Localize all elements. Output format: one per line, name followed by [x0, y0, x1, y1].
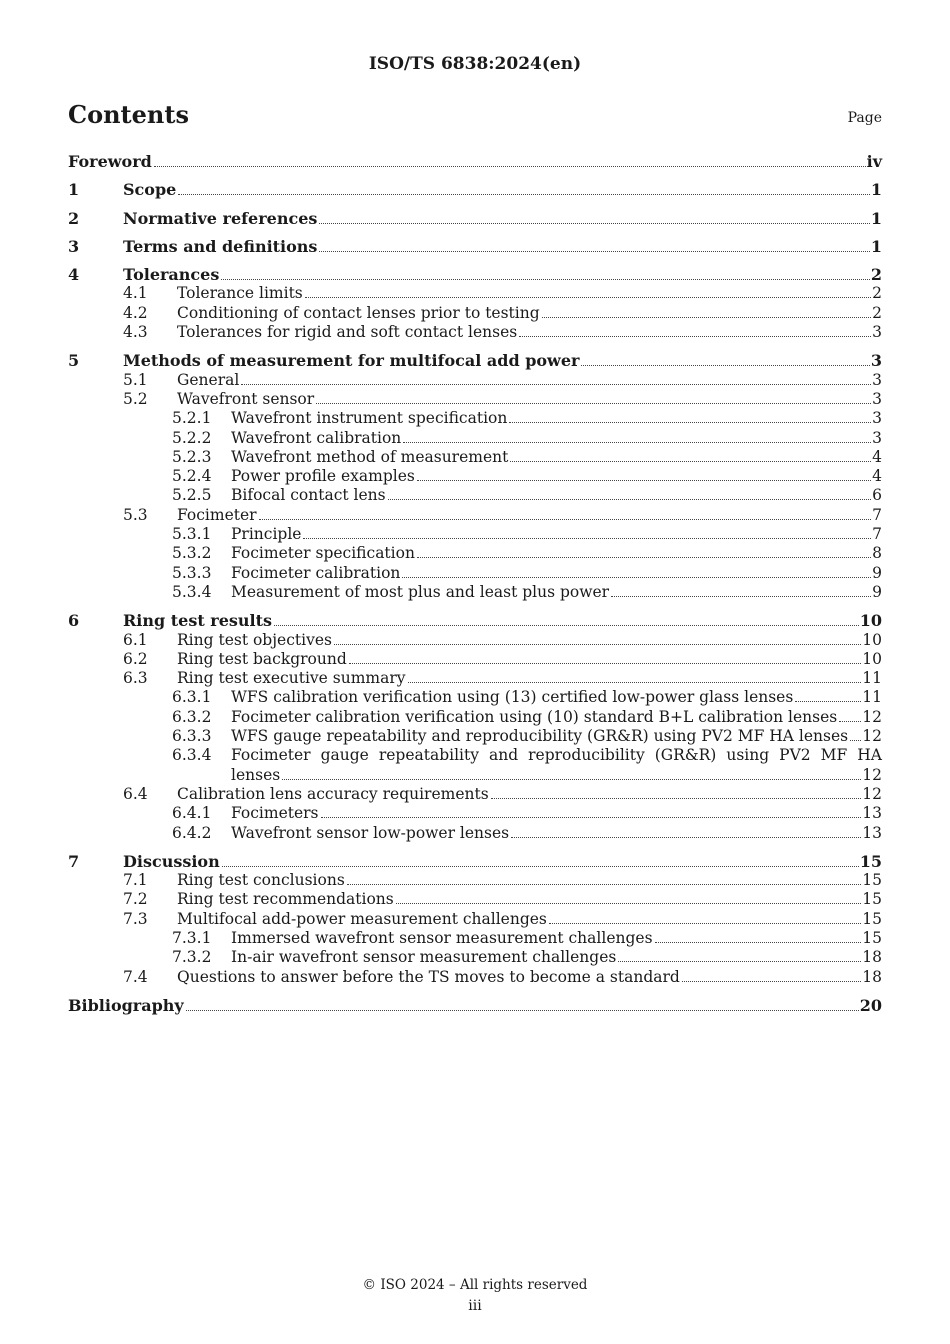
toc-entry-title: Immersed wavefront sensor measurement challenges	[231, 928, 653, 947]
dot-leader	[319, 251, 869, 252]
dot-leader	[154, 166, 866, 167]
table-of-contents	[68, 152, 882, 1015]
toc-entry[interactable]	[68, 631, 882, 650]
toc-entry-number: 5.3.3	[172, 563, 212, 582]
toc-entry[interactable]	[68, 448, 882, 467]
toc-entry-number: 5.3.2	[172, 544, 212, 563]
toc-entry-number: 7.3.2	[172, 948, 212, 967]
toc-entry-number: 7.2	[123, 890, 148, 909]
toc-entry-title: Focimeter calibration verification using (10) standard B+L calibration lenses	[231, 707, 838, 726]
toc-entry-page: 7	[872, 505, 882, 524]
toc-entry-title: Calibration lens accuracy requirements	[177, 784, 489, 803]
toc-entry-page: 3	[872, 409, 882, 428]
toc-entry[interactable]	[68, 525, 882, 544]
toc-entry-page: 10	[862, 649, 882, 668]
toc-entry-number: 7.1	[123, 871, 148, 890]
toc-entry-number: 2	[68, 208, 80, 228]
toc-entry[interactable]	[68, 371, 882, 390]
dot-leader	[682, 981, 861, 982]
toc-entry[interactable]	[68, 688, 882, 707]
toc-entry[interactable]	[68, 650, 882, 669]
toc-entry-title: Focimeter calibration	[231, 563, 401, 582]
dot-leader	[402, 577, 871, 578]
toc-entry-title: WFS calibration verification using (13) certified low-power glass lenses	[231, 688, 794, 707]
toc-entry[interactable]	[68, 890, 882, 909]
toc-entry-number: 6.3.3	[172, 727, 212, 746]
dot-leader	[321, 817, 862, 818]
toc-entry[interactable]	[68, 564, 882, 583]
dot-leader	[491, 798, 862, 799]
toc-entry[interactable]	[68, 209, 882, 228]
toc-entry-title: Foreword	[68, 152, 152, 171]
toc-entry-title: Focimeter gauge repeatability and reproducibility (GR&R) using PV2 MF HA	[231, 746, 882, 765]
toc-entry-number: 5.3	[123, 505, 148, 524]
toc-entry-number: 6.4	[123, 784, 148, 803]
page-number: iii	[468, 1298, 482, 1314]
toc-entry-title: Methods of measurement for multifocal add power	[123, 351, 580, 371]
toc-entry[interactable]	[68, 929, 882, 948]
toc-entry-number: 5.3.1	[172, 525, 212, 544]
toc-entry-title: Multifocal add-power measurement challenges	[177, 909, 547, 928]
toc-entry-page: 7	[872, 525, 882, 544]
toc-entry[interactable]	[68, 486, 882, 505]
toc-entry-number: 4.3	[123, 323, 148, 342]
dot-leader	[178, 194, 870, 195]
dot-leader	[186, 1010, 859, 1011]
toc-entry[interactable]	[68, 746, 882, 785]
toc-entry-number: 5.2.1	[172, 409, 212, 428]
contents-title: Contents	[68, 100, 189, 129]
toc-entry[interactable]	[68, 785, 882, 804]
dot-leader	[795, 701, 861, 702]
dot-leader	[303, 538, 871, 539]
toc-entry-title: Wavefront calibration	[231, 428, 402, 447]
dot-leader	[417, 557, 871, 558]
dot-leader	[241, 384, 871, 385]
toc-entry-title: Principle	[231, 525, 302, 544]
toc-entry-number: 1	[68, 180, 80, 200]
toc-entry-title: Ring test results	[123, 611, 273, 631]
toc-entry-page: 9	[872, 563, 882, 582]
toc-entry[interactable]	[68, 304, 882, 323]
toc-entry-page: 15	[862, 871, 882, 890]
toc-entry[interactable]	[68, 467, 882, 486]
dot-leader	[274, 625, 859, 626]
toc-entry-title: Normative references	[123, 208, 318, 228]
toc-entry-page: 15	[862, 890, 882, 909]
toc-entry[interactable]	[68, 996, 882, 1015]
dot-leader	[510, 461, 871, 462]
dot-leader	[388, 499, 872, 500]
toc-entry-number: 6.3.4	[172, 746, 212, 765]
toc-entry-title: Questions to answer before the TS moves to become a standard	[177, 967, 680, 986]
toc-entry-page: 2	[872, 303, 882, 322]
toc-entry-page: 3	[872, 428, 882, 447]
dot-leader	[347, 884, 861, 885]
toc-entry-page: 1	[870, 180, 882, 200]
toc-entry-page: 15	[862, 928, 882, 947]
toc-entry[interactable]	[68, 852, 882, 871]
toc-entry[interactable]	[68, 727, 882, 746]
toc-entry[interactable]	[68, 180, 882, 199]
dot-leader	[655, 942, 862, 943]
dot-leader	[850, 740, 861, 741]
toc-entry-page: 18	[862, 967, 882, 986]
toc-entry-page: 11	[862, 669, 882, 688]
toc-entry-number: 7.3.1	[172, 928, 212, 947]
toc-entry-number: 5.1	[123, 370, 148, 389]
toc-entry-page: 4	[872, 447, 882, 466]
toc-entry-page: 18	[862, 948, 882, 967]
toc-entry[interactable]	[68, 323, 882, 342]
toc-entry-page: iv	[866, 152, 882, 171]
toc-entry-number: 6	[68, 611, 80, 631]
toc-entry[interactable]	[68, 506, 882, 525]
toc-entry[interactable]	[68, 409, 882, 428]
dot-leader	[396, 903, 862, 904]
toc-entry-title: Wavefront instrument specification	[231, 409, 508, 428]
toc-entry[interactable]	[68, 910, 882, 929]
toc-entry-title: Ring test recommendations	[177, 890, 394, 909]
toc-entry-title: Ring test objectives	[177, 630, 332, 649]
toc-entry-title: Wavefront sensor	[177, 389, 315, 408]
toc-entry-title: Wavefront method of measurement	[231, 447, 509, 466]
dot-leader	[581, 365, 869, 366]
toc-entry-title-continued: lenses	[231, 765, 281, 784]
toc-entry[interactable]	[68, 708, 882, 727]
dot-leader	[511, 837, 861, 838]
toc-entry-title: Wavefront sensor low-power lenses	[231, 823, 510, 842]
toc-entry-number: 7.4	[123, 967, 148, 986]
toc-entry-number: 6.2	[123, 649, 148, 668]
toc-entry[interactable]	[68, 611, 882, 630]
toc-entry-page: 3	[872, 370, 882, 389]
toc-entry-page: 13	[862, 823, 882, 842]
toc-entry-page: 1	[870, 208, 882, 228]
toc-entry-page: 15	[862, 909, 882, 928]
toc-entry-title: Scope	[123, 180, 177, 200]
copyright-notice: © ISO 2024 – All rights reserved	[362, 1277, 588, 1293]
toc-entry-number: 5	[68, 351, 80, 371]
toc-entry-page: 12	[862, 727, 882, 746]
toc-entry-page: 4	[872, 467, 882, 486]
toc-entry-page: 8	[872, 544, 882, 563]
dot-leader	[611, 596, 871, 597]
toc-entry[interactable]	[68, 968, 882, 987]
toc-entry-title: Measurement of most plus and least plus power	[231, 582, 610, 601]
toc-entry-number: 4.1	[123, 284, 148, 303]
toc-entry[interactable]	[68, 284, 882, 303]
toc-entry-title: Discussion	[123, 851, 220, 871]
toc-entry-page: 10	[862, 630, 882, 649]
toc-entry[interactable]	[68, 237, 882, 256]
toc-entry-number: 3	[68, 236, 80, 256]
toc-entry-page: 10	[859, 611, 882, 631]
toc-entry[interactable]	[68, 152, 882, 171]
toc-entry-page: 2	[872, 284, 882, 303]
dot-leader	[408, 682, 862, 683]
toc-entry-number: 5.3.4	[172, 582, 212, 601]
toc-entry-number: 6.3.1	[172, 688, 212, 707]
dot-leader	[839, 721, 861, 722]
dot-leader	[319, 223, 869, 224]
dot-leader	[519, 336, 871, 337]
toc-entry-title: Bibliography	[68, 995, 184, 1015]
toc-entry-number: 5.2.5	[172, 486, 212, 505]
toc-entry[interactable]	[68, 948, 882, 967]
dot-leader	[259, 519, 872, 520]
toc-entry-number: 5.2.4	[172, 467, 212, 486]
toc-entry-page: 3	[870, 351, 882, 371]
toc-entry[interactable]	[68, 583, 882, 602]
toc-entry-title: In-air wavefront sensor measurement challenges	[231, 948, 617, 967]
toc-entry[interactable]	[68, 669, 882, 688]
toc-entry-number: 4.2	[123, 303, 148, 322]
toc-entry-title: Tolerance limits	[177, 284, 303, 303]
toc-entry-page: 11	[862, 688, 882, 707]
toc-entry-page: 12	[862, 765, 882, 784]
dot-leader	[305, 297, 871, 298]
dot-leader	[349, 663, 862, 664]
dot-leader	[417, 480, 871, 481]
toc-entry-number: 5.2.2	[172, 428, 212, 447]
toc-entry-number: 6.4.1	[172, 804, 212, 823]
toc-entry-title: Focimeter specification	[231, 544, 415, 563]
page-column-label: Page	[847, 110, 882, 126]
toc-entry-number: 4	[68, 265, 80, 285]
toc-entry[interactable]	[68, 824, 882, 843]
dot-leader	[334, 644, 861, 645]
toc-entry-page: 12	[862, 707, 882, 726]
toc-entry[interactable]	[68, 265, 882, 284]
toc-entry-number: 7	[68, 851, 80, 871]
dot-leader	[618, 961, 861, 962]
toc-entry[interactable]	[68, 871, 882, 890]
toc-entry-page: 13	[862, 804, 882, 823]
toc-entry[interactable]	[68, 390, 882, 409]
toc-entry-number: 5.2	[123, 389, 148, 408]
toc-entry-title: Tolerances	[123, 265, 220, 285]
dot-leader	[509, 422, 871, 423]
toc-entry-page: 3	[872, 389, 882, 408]
toc-entry-number: 6.3.2	[172, 707, 212, 726]
toc-entry-title: Ring test conclusions	[177, 871, 345, 890]
dot-leader	[542, 317, 871, 318]
toc-entry-title: Ring test executive summary	[177, 669, 406, 688]
toc-entry-page: 20	[859, 995, 882, 1015]
toc-entry-number: 6.4.2	[172, 823, 212, 842]
toc-entry[interactable]	[68, 544, 882, 563]
toc-entry-title: Power profile examples	[231, 467, 415, 486]
toc-entry-title: Focimeter	[177, 505, 257, 524]
toc-entry-title: Focimeters	[231, 804, 319, 823]
toc-entry-title: Bifocal contact lens	[231, 486, 386, 505]
toc-entry-title: General	[177, 370, 240, 389]
document-id: ISO/TS 6838:2024(en)	[368, 54, 582, 74]
toc-entry-number: 5.2.3	[172, 447, 212, 466]
toc-entry-title: WFS gauge repeatability and reproducibility (GR&R) using PV2 MF HA lenses	[231, 727, 849, 746]
dot-leader	[403, 442, 871, 443]
dot-leader	[282, 779, 861, 780]
toc-entry-number: 7.3	[123, 909, 148, 928]
toc-entry[interactable]	[68, 429, 882, 448]
toc-entry-page: 2	[870, 265, 882, 285]
toc-entry-title: Ring test background	[177, 649, 347, 668]
dot-leader	[222, 866, 859, 867]
dot-leader	[316, 403, 871, 404]
dot-leader	[221, 279, 870, 280]
toc-entry-number: 6.3	[123, 669, 148, 688]
toc-entry-page: 12	[862, 784, 882, 803]
toc-entry-number: 6.1	[123, 630, 148, 649]
toc-entry-page: 1	[870, 236, 882, 256]
toc-entry[interactable]	[68, 804, 882, 823]
toc-entry-title: Tolerances for rigid and soft contact lenses	[177, 323, 518, 342]
toc-entry[interactable]	[68, 351, 882, 370]
toc-entry-title: Terms and definitions	[123, 236, 318, 256]
toc-entry-page: 6	[872, 486, 882, 505]
dot-leader	[549, 923, 861, 924]
toc-entry-page: 9	[872, 582, 882, 601]
toc-entry-page: 15	[859, 851, 882, 871]
toc-entry-title: Conditioning of contact lenses prior to testing	[177, 303, 540, 322]
toc-entry-page: 3	[872, 323, 882, 342]
